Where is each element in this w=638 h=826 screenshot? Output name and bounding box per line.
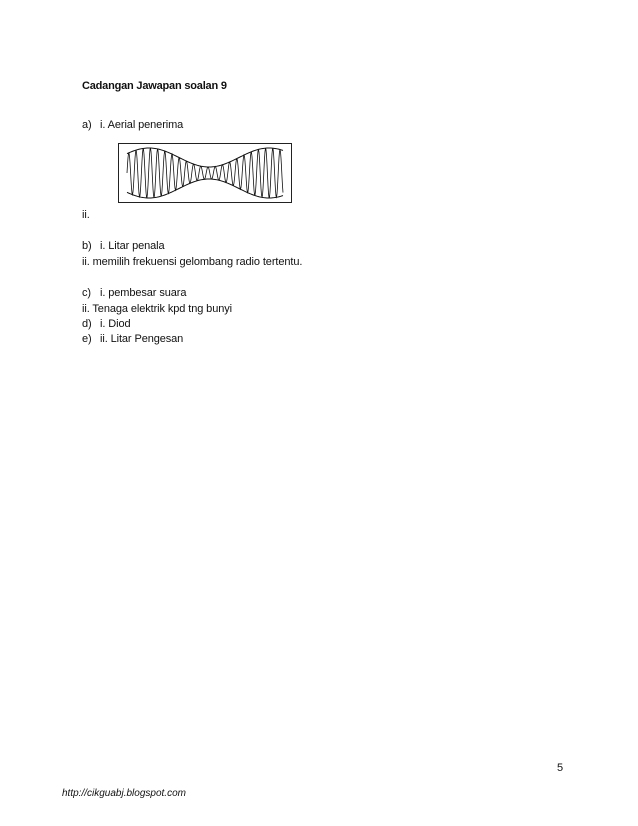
answer-title: Cadangan Jawapan soalan 9	[82, 80, 227, 92]
answer-a-ii: ii.	[82, 209, 90, 221]
answer-d	[82, 318, 130, 330]
carrier-wave	[127, 148, 283, 198]
footer-url: http://cikguabj.blogspot.com	[62, 788, 186, 799]
answer-e-text: ii. Litar Pengesan	[100, 333, 184, 345]
answer-e-label: e)	[82, 333, 92, 345]
answer-d-text: i. Diod	[100, 318, 131, 330]
amplitude-modulated-wave-icon	[119, 144, 291, 202]
answer-c-label: c)	[82, 287, 91, 299]
modulated-wave-figure	[118, 143, 292, 203]
answer-a-label: a)	[82, 119, 92, 131]
answer-a	[82, 119, 183, 131]
answer-b	[82, 240, 165, 252]
page-number: 5	[557, 762, 564, 774]
answer-a-text: i. Aerial penerima	[100, 119, 184, 131]
answer-c-ii: ii. Tenaga elektrik kpd tng bunyi	[82, 303, 232, 315]
envelope-bottom	[127, 179, 283, 198]
answer-b-text: i. Litar penala	[100, 240, 165, 252]
answer-b-ii: ii. memilih frekuensi gelombang radio tertentu.	[82, 256, 303, 268]
answer-c	[82, 287, 186, 299]
answer-b-label: b)	[82, 240, 92, 252]
answer-d-label: d)	[82, 318, 92, 330]
answer-c-text: i. pembesar suara	[100, 287, 187, 299]
answer-e	[82, 333, 183, 345]
